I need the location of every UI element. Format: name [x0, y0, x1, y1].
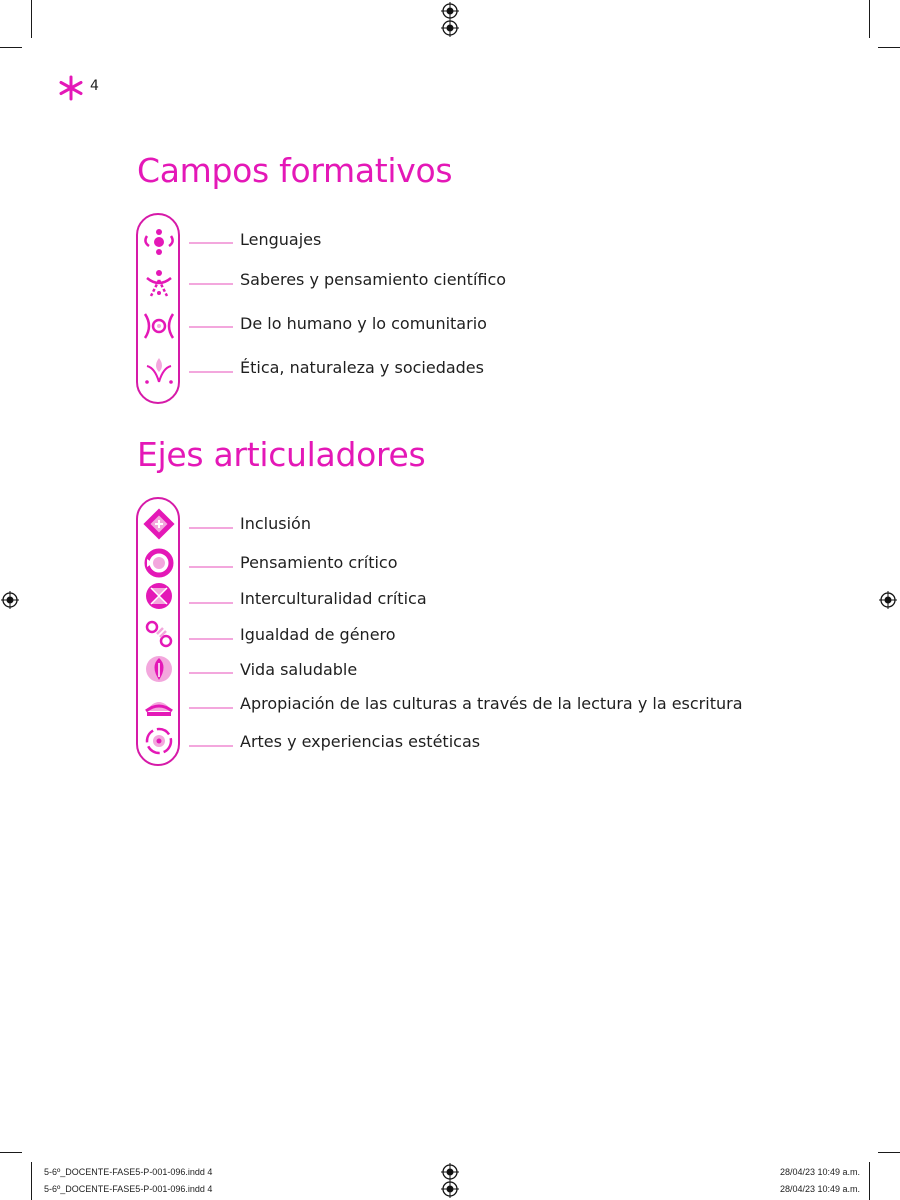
crop-mark: [869, 0, 870, 38]
lenguajes-icon: [141, 224, 177, 260]
registration-mark-icon: [879, 591, 897, 609]
crop-mark: [31, 0, 32, 38]
connector-line: [189, 745, 233, 747]
campo-label: Ética, naturaleza y sociedades: [240, 358, 484, 377]
file-slug: 5-6º_DOCENTE-FASE5-P-001-096.indd 4: [44, 1167, 213, 1177]
connector-line: [189, 283, 233, 285]
artes-icon: [141, 723, 177, 759]
connector-line: [189, 326, 233, 328]
eje-label: Inclusión: [240, 514, 311, 533]
eje-label: Apropiación de las culturas a través de la lectura y la escritura: [240, 694, 743, 713]
page-number: 4: [90, 78, 99, 94]
etica-naturaleza-icon: [141, 352, 177, 388]
file-slug: 5-6º_DOCENTE-FASE5-P-001-096.indd 4: [44, 1184, 213, 1194]
registration-mark-icon: [441, 2, 459, 20]
connector-line: [189, 566, 233, 568]
connector-line: [189, 672, 233, 674]
crop-mark: [878, 1152, 900, 1153]
connector-line: [189, 638, 233, 640]
eje-label: Artes y experiencias estéticas: [240, 732, 481, 751]
humano-comunitario-icon: [141, 308, 177, 344]
registration-mark-icon: [441, 19, 459, 37]
crop-mark: [0, 47, 22, 48]
asterisk-star-icon: [58, 75, 84, 101]
campo-label: Saberes y pensamiento científico: [240, 270, 507, 289]
campos-formativos-title: Campos formativos: [137, 151, 453, 190]
saberes-icon: [141, 266, 177, 302]
connector-line: [189, 602, 233, 604]
igualdad-genero-icon: [141, 616, 177, 652]
date-slug: 28/04/23 10:49 a.m.: [779, 1184, 860, 1194]
eje-label: Vida saludable: [240, 660, 358, 679]
ejes-articuladores-title: Ejes articuladores: [137, 435, 426, 474]
crop-mark: [31, 1162, 32, 1200]
inclusion-icon: [141, 506, 177, 542]
campo-label: Lenguajes: [240, 230, 322, 249]
lectura-escritura-icon: [141, 687, 177, 723]
eje-label: Pensamiento crítico: [240, 553, 398, 572]
vida-saludable-icon: [141, 651, 177, 687]
connector-line: [189, 527, 233, 529]
campo-label: De lo humano y lo comunitario: [240, 314, 487, 333]
connector-line: [189, 242, 233, 244]
registration-mark-icon: [1, 591, 19, 609]
crop-mark: [0, 1152, 22, 1153]
date-slug: 28/04/23 10:49 a.m.: [779, 1167, 860, 1177]
eje-label: Igualdad de género: [240, 625, 396, 644]
connector-line: [189, 707, 233, 709]
registration-mark-icon: [441, 1163, 459, 1181]
crop-mark: [878, 47, 900, 48]
connector-line: [189, 371, 233, 373]
crop-mark: [869, 1162, 870, 1200]
eje-label: Interculturalidad crítica: [240, 589, 427, 608]
pensamiento-critico-icon: [141, 545, 177, 581]
interculturalidad-icon: [141, 578, 177, 614]
registration-mark-icon: [441, 1180, 459, 1198]
